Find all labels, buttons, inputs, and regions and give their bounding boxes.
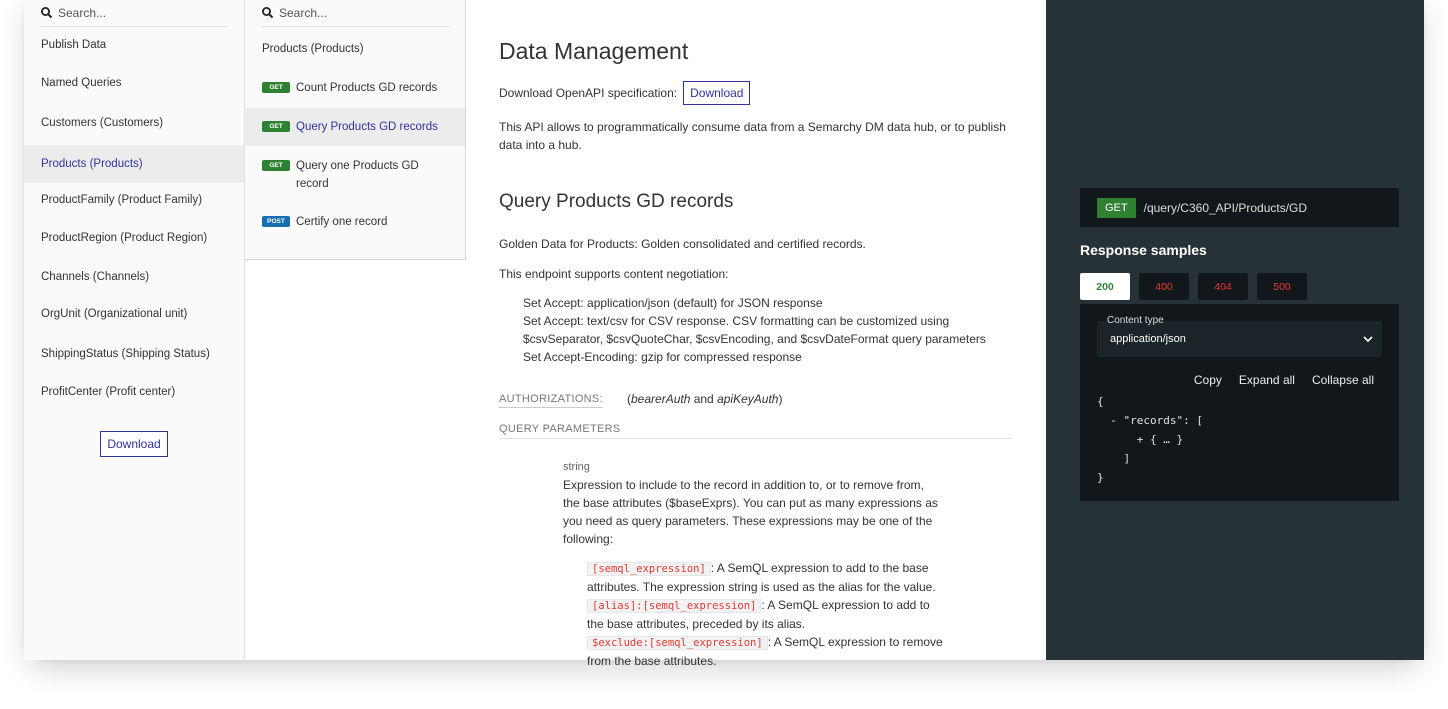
- openapi-download-button[interactable]: Download: [683, 81, 750, 105]
- response-code-tabs: [1080, 273, 1316, 300]
- operations-menu: [245, 0, 466, 260]
- list-item: Set Accept: text/csv for CSV response. CSV formatting can be customized using $csvSeparator, $csvQuoteChar, $csvEncoding, and $csvDateFormat query parameters: [523, 314, 986, 346]
- golden-data-description: Golden Data for Products: Golden consolidated and certified records.: [499, 237, 866, 251]
- sidebar: [24, 0, 245, 660]
- sidebar-search-input[interactable]: Search...: [58, 6, 107, 20]
- chevron-down-icon: [1362, 333, 1374, 345]
- get-method-badge: GET: [262, 82, 290, 93]
- api-intro: This API allows to programmatically consume data from a Semarchy DM data hub, or to publish data into a hub.: [499, 120, 1006, 152]
- endpoint-bar[interactable]: [1080, 188, 1399, 227]
- section-title: Query Products GD records: [499, 191, 734, 212]
- operation-query-products[interactable]: [245, 108, 465, 146]
- json-sample[interactable]: { - "records": [ + { … } ] }: [1097, 395, 1203, 484]
- list-item: Set Accept: application/json (default) for JSON response: [523, 296, 823, 310]
- operation-label: Query one Products GD record: [296, 160, 419, 190]
- get-method-badge: GET: [262, 160, 290, 171]
- operation-label: Count Products GD records: [296, 82, 438, 94]
- openapi-download-text: Download OpenAPI specification:: [499, 86, 678, 100]
- expression-code: $exclude:[semql_expression]: [587, 636, 768, 650]
- operation-label: Query Products GD records: [296, 121, 438, 133]
- sidebar-item-shipping-status[interactable]: ShippingStatus (Shipping Status): [41, 348, 210, 360]
- sidebar-item-org-unit[interactable]: OrgUnit (Organizational unit): [41, 308, 188, 320]
- endpoint-method-badge: GET: [1097, 198, 1136, 218]
- sidebar-item-publish-data[interactable]: Publish Data: [41, 39, 107, 51]
- authorizations-label: AUTHORIZATIONS:: [499, 393, 603, 408]
- auth-bearer: bearerAuth: [631, 392, 691, 406]
- sidebar-item-product-region[interactable]: ProductRegion (Product Region): [41, 232, 208, 244]
- collapse-all-button[interactable]: Collapse all: [1311, 373, 1374, 387]
- expression-text: : A SemQL expression to add to the base attributes. The expression string is used as the alias for the value.: [587, 561, 936, 594]
- operations-search[interactable]: [261, 0, 449, 27]
- sidebar-item-products[interactable]: Products (Products): [24, 145, 244, 183]
- search-icon: [261, 6, 275, 20]
- content-negotiation-text: This endpoint supports content negotiation:: [499, 267, 729, 281]
- operation-certify-record[interactable]: [245, 213, 465, 231]
- expression-text: : A SemQL expression to add to the base attributes, preceded by its alias.: [587, 598, 930, 631]
- operation-query-one-product[interactable]: [245, 157, 465, 193]
- content-type-label: Content type: [1107, 315, 1164, 326]
- expression-text: : A SemQL expression to remove from the base attributes.: [587, 635, 943, 668]
- list-item: Set Accept-Encoding: gzip for compressed response: [523, 350, 802, 364]
- list-item: [587, 633, 947, 670]
- authorizations-value: [627, 392, 782, 406]
- sidebar-item-product-family[interactable]: ProductFamily (Product Family): [41, 194, 203, 206]
- operation-count-products[interactable]: [245, 79, 465, 97]
- expression-list: [587, 559, 947, 670]
- content-type-select[interactable]: [1097, 315, 1382, 357]
- post-method-badge: POST: [262, 216, 290, 227]
- sidebar-item-profit-center[interactable]: ProfitCenter (Profit center): [41, 386, 176, 398]
- expression-code: [alias]:[semql_expression]: [587, 599, 761, 613]
- auth-api-key: apiKeyAuth: [717, 392, 779, 406]
- operations-group-text: Products (Products): [262, 43, 364, 55]
- sample-actions: [1177, 373, 1374, 387]
- endpoint-path: /query/C360_API/Products/GD: [1143, 200, 1308, 215]
- tab-200[interactable]: 200: [1080, 273, 1130, 300]
- expand-all-button[interactable]: Expand all: [1238, 373, 1295, 387]
- list-item: [587, 596, 947, 633]
- sidebar-item-named-queries[interactable]: Named Queries: [41, 77, 122, 89]
- operations-search-input[interactable]: Search...: [279, 6, 328, 20]
- tab-404[interactable]: 404: [1198, 273, 1248, 300]
- app-window: [24, 0, 1424, 668]
- content-type-value: application/json: [1110, 333, 1186, 345]
- page-title: Data Management: [499, 38, 689, 64]
- tab-500[interactable]: 500: [1257, 273, 1307, 300]
- list-item: [587, 559, 947, 596]
- copy-button[interactable]: Copy: [1193, 373, 1222, 387]
- get-method-badge: GET: [262, 121, 290, 132]
- param-description: Expression to include to the record in addition to, or to remove from, the base attributes ($baseExprs). You can put as many expressions as you need as query parameters. These expressions may be one of the following:: [563, 478, 938, 546]
- param-type: string: [563, 461, 590, 473]
- samples-panel: [1046, 0, 1424, 660]
- response-sample-box: [1080, 304, 1399, 501]
- expression-code: [semql_expression]: [587, 562, 711, 576]
- openapi-download-row: [499, 81, 750, 105]
- sidebar-item-channels[interactable]: Channels (Channels): [41, 271, 150, 283]
- auth-open-paren: (: [627, 392, 631, 406]
- operations-group-label[interactable]: [245, 40, 465, 58]
- auth-close-paren: ): [778, 392, 783, 406]
- sidebar-download-button[interactable]: Download: [100, 431, 168, 457]
- auth-and: and: [690, 392, 718, 406]
- sidebar-item-customers[interactable]: Customers (Customers): [41, 117, 164, 129]
- main-content: [466, 0, 1046, 668]
- negotiation-list: [523, 294, 1003, 366]
- sidebar-search[interactable]: [40, 0, 228, 27]
- query-parameters-label: QUERY PARAMETERS: [499, 423, 1012, 439]
- tab-400[interactable]: 400: [1139, 273, 1189, 300]
- operation-label: Certify one record: [296, 216, 388, 228]
- search-icon: [40, 6, 54, 20]
- response-samples-title: Response samples: [1080, 242, 1207, 258]
